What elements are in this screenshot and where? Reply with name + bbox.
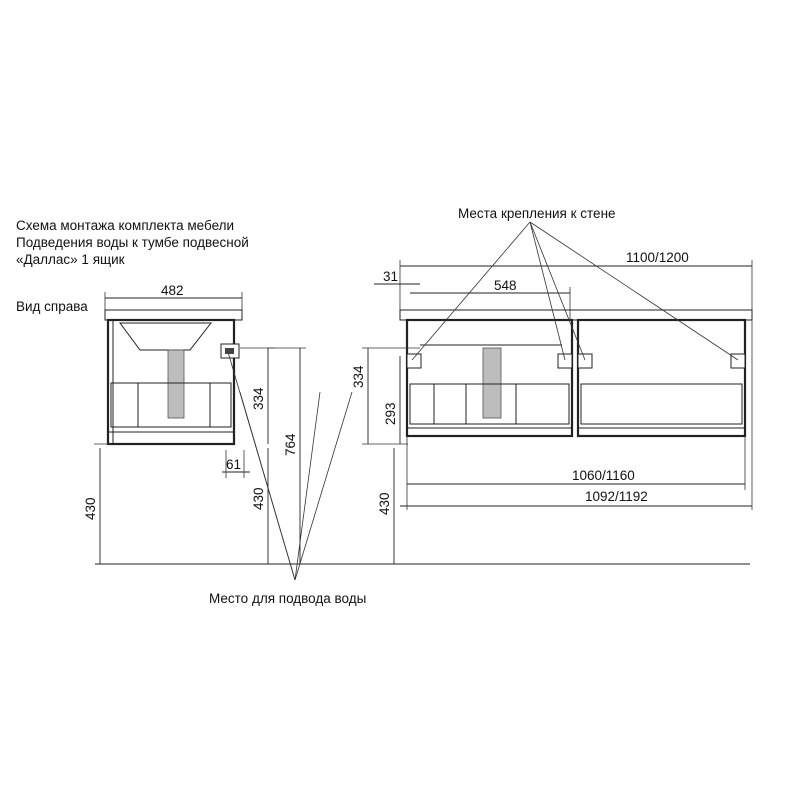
title-line-2: Подведения воды к тумбе подвесной (16, 235, 249, 250)
water-supply-label: Место для подвода воды (209, 591, 367, 606)
side-view (105, 310, 242, 444)
leader-water-4 (240, 392, 295, 580)
dim-side-floor-left: 430 (83, 497, 98, 520)
leader-mount-3 (530, 222, 585, 360)
dim-side-sink: 334 (251, 387, 266, 410)
front-countertop (400, 310, 752, 320)
side-countertop (105, 310, 242, 320)
dim-front-outer-width: 1092/1192 (585, 489, 648, 504)
front-bracket-left (407, 354, 421, 368)
dim-side-floor-mid: 430 (251, 487, 266, 510)
leader-mount-2 (530, 222, 565, 360)
dim-front-sink-height: 334 (351, 365, 366, 388)
wall-mount-leaders (412, 222, 738, 360)
dim-front-drawer-height: 293 (383, 402, 398, 425)
side-sink-bowl (120, 323, 211, 350)
side-valve-detail (225, 348, 234, 354)
dim-front-sink-center: 548 (494, 278, 517, 293)
dim-front-inner-width: 1060/1160 (572, 468, 635, 483)
front-bracket-mid-right (578, 354, 592, 368)
leader-water-2 (295, 392, 352, 580)
dim-front-total-width: 1100/1200 (626, 250, 689, 265)
title-line-3: «Даллас» 1 ящик (16, 252, 125, 267)
front-right-drawer (581, 384, 742, 424)
dim-front-offset-left: 31 (383, 269, 399, 284)
leader-water-3 (295, 392, 320, 580)
front-bracket-mid-left (558, 354, 572, 368)
front-right-cabinet (578, 320, 745, 436)
title-line-1: Схема монтажа комплекта мебели (16, 218, 235, 233)
front-drain-pipe (483, 348, 501, 418)
front-view (400, 310, 752, 436)
side-dimensions (83, 283, 306, 564)
dim-side-pipe-offset: 61 (226, 457, 242, 472)
leader-mount-4 (530, 222, 738, 360)
water-supply-leaders (228, 352, 352, 580)
dim-front-floor: 430 (377, 492, 392, 515)
front-bracket-right (731, 354, 745, 368)
side-drain-pipe (168, 350, 184, 418)
side-view-label: Вид справа (16, 299, 88, 314)
dim-side-width: 482 (161, 283, 184, 298)
wall-mount-label: Места крепления к стене (458, 206, 616, 221)
front-dimensions (351, 250, 752, 564)
dim-side-total: 764 (283, 433, 298, 456)
